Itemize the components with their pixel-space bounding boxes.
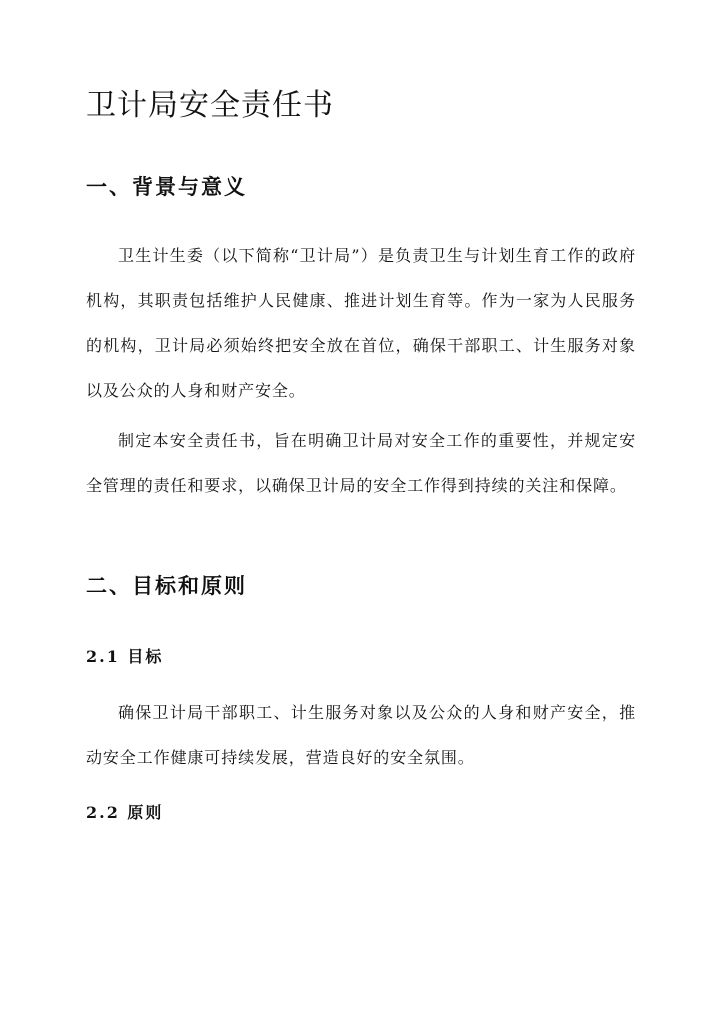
paragraph-background-1: 卫生计生委（以下简称“卫计局”）是负责卫生与计划生育工作的政府机构，其职责包括维护人民健康、推进计划生育等。作为一家为人民服务的机构，卫计局必须始终把安全放在首位，确保干部职工、计生服务对象以及公众的人身和财产安全。	[86, 246, 636, 400]
paragraph-background-2: 制定本安全责任书，旨在明确卫计局对安全工作的重要性，并规定安全管理的责任和要求，以确保卫计局的安全工作得到持续的关注和保障。	[86, 431, 636, 495]
paragraph-goal: 确保卫计局干部职工、计生服务对象以及公众的人身和财产安全，推动安全工作健康可持续发展，营造良好的安全氛围。	[86, 703, 636, 767]
section-heading-background: 一、背景与意义	[86, 174, 247, 199]
section-heading-goals: 二、目标和原则	[86, 573, 247, 598]
subsection-heading-goal: 2.1 目标	[86, 647, 164, 666]
subsection-heading-principles: 2.2 原则	[86, 803, 164, 822]
document-title: 卫计局安全责任书	[86, 88, 334, 123]
